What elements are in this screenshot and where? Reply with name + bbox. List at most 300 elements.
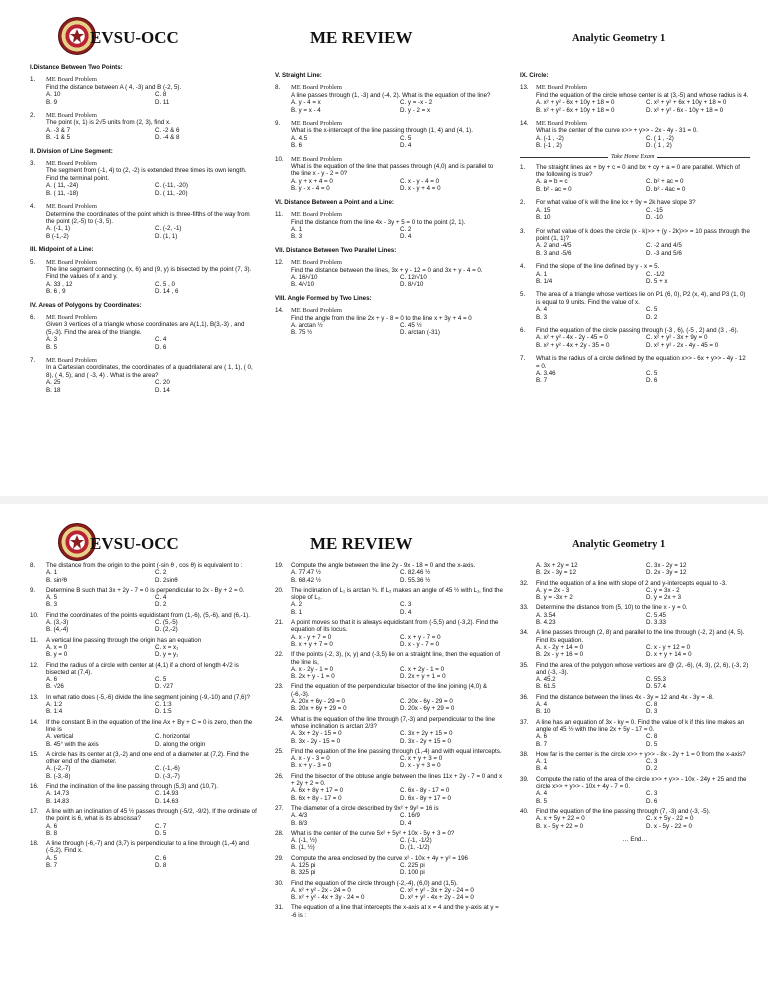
question-number: 14. xyxy=(520,120,529,128)
question-number: 16. xyxy=(30,783,39,791)
answer-choice: D. 2 xyxy=(646,313,658,321)
answer-choice: A. 15 xyxy=(536,206,551,214)
answer-choice: D. x + y + 14 = 0 xyxy=(646,651,692,659)
answer-choices xyxy=(46,281,258,296)
answer-choice: B. 20x + 6y + 29 = 0 xyxy=(291,705,347,713)
answer-choice: B. x² + y² - 4x + 3y - 24 = 0 xyxy=(291,894,365,902)
question xyxy=(520,164,750,194)
answer-choice: D. y = y₁ xyxy=(155,651,179,659)
answer-choice: C. -15 xyxy=(646,206,663,214)
question xyxy=(275,748,503,770)
question xyxy=(520,291,750,321)
answer-choice: A. (-1 , -2) xyxy=(536,134,564,142)
answer-choice: A. 10 xyxy=(46,91,61,99)
question-number: 29. xyxy=(275,854,284,862)
answer-choice: B. 6x + 8y - 17 = 0 xyxy=(291,794,342,802)
answer-choice: D. x - y + 4 = 0 xyxy=(400,185,441,193)
answer-choice: C. (5,-5) xyxy=(155,619,178,627)
question-number: 1. xyxy=(520,163,526,171)
question-number: 15. xyxy=(30,750,39,758)
question-stem: If the constant B in the equation of the line Ax + By + C = 0 is zero, then the line is xyxy=(46,718,253,733)
answer-choices xyxy=(536,644,750,659)
answer-choice: D. 4 xyxy=(400,608,412,616)
answer-choice: C. x + y - 7 = 0 xyxy=(400,633,441,641)
answer-choice: D. (2,-2) xyxy=(155,626,178,634)
page-header xyxy=(0,0,768,58)
board-problem-tag: ME Board Problem xyxy=(291,259,342,267)
answer-choice: A. x² + y² - 2x - 24 = 0 xyxy=(291,886,351,894)
answer-choice: B (-1,-2) xyxy=(46,232,69,240)
answer-choice: D. arctan (-31) xyxy=(400,329,440,337)
answer-choice: D. (-3,-7) xyxy=(155,772,180,780)
question-stem: Find the equation of the circle through (-2,-4), (6,0) and (1,5). xyxy=(291,879,458,887)
answer-choice: C. 5 xyxy=(646,306,658,314)
answer-choice: C. 20 xyxy=(155,379,170,387)
question-number: 14. xyxy=(30,718,39,726)
answer-choice: D. 2 xyxy=(646,765,658,773)
answer-choices xyxy=(46,594,258,609)
answer-choice: A. 25 xyxy=(46,379,61,387)
answer-choice: D. 6 xyxy=(155,343,167,351)
question-stem: Determine B such that 3x + 2y - 7 = 0 is perpendicular to 2x - By + 2 = 0. xyxy=(46,586,245,594)
answer-choice: C. 8 xyxy=(646,733,658,741)
question-number: 11. xyxy=(30,636,39,644)
answer-choices xyxy=(536,242,750,257)
answer-choice: B. 1 xyxy=(291,608,303,616)
answer-choice: B. 6 xyxy=(291,142,303,150)
answer-choice: A. 3.54 xyxy=(536,611,556,619)
question-number: 5. xyxy=(520,291,526,299)
question xyxy=(275,880,503,902)
board-problem-tag: ME Board Problem xyxy=(291,155,342,163)
section-heading: IV. Areas of Polygons by Coordinates: xyxy=(30,301,142,309)
question xyxy=(520,355,750,385)
answer-choice: B. 3x - 2y - 15 = 0 xyxy=(291,737,341,745)
question-stem: If the points (-2, 3), (x, y) and (-3,5) lie on a straight line, then the equation of the line is, xyxy=(291,651,501,666)
question-stem: A line passes through (1, -3) and (-4, 2). What is the equation of the line? xyxy=(291,91,491,99)
question-stem: The diameter of a circle described by 9x² + 9y² = 16 is xyxy=(291,804,439,812)
answer-choice: A. 4 xyxy=(536,306,548,314)
page-title: ME REVIEW xyxy=(310,28,413,47)
question-number: 10. xyxy=(275,155,284,163)
end-marker: … End… xyxy=(622,835,648,843)
question xyxy=(30,562,258,584)
answer-choice: D. x² + y² - 2x - 4y - 45 = 0 xyxy=(646,341,719,349)
question-stem: Find the distance from the line 4x - 3y + 5 = 0 to the point (2, 1). xyxy=(291,218,466,226)
answer-choice: C. x + y + 3 = 0 xyxy=(400,755,443,763)
answer-choice: C. x² + y² - 3x + 9y = 0 xyxy=(646,334,708,342)
answer-choice: D. x - y + 3 = 0 xyxy=(400,762,441,770)
answer-choice: B. x² + y² - 4x + 2y - 35 = 0 xyxy=(536,341,610,349)
question-number: 14. xyxy=(275,307,284,315)
answer-choice: D. ( 11, -20) xyxy=(155,189,188,197)
answer-choice: A. 4 xyxy=(536,790,548,798)
answer-choices xyxy=(46,336,258,351)
answer-choice: A. (-1, ½) xyxy=(291,837,317,845)
answer-choice: B. 5 xyxy=(46,343,58,351)
answer-choice: A. 4.5 xyxy=(291,134,308,142)
answer-choice: C. 16/9 xyxy=(400,812,420,820)
answer-choice: C. 14.93 xyxy=(155,790,179,798)
question xyxy=(30,314,258,351)
answer-choices xyxy=(536,99,750,114)
answer-choice: A. 33 , 12 xyxy=(46,280,73,288)
answer-choice: C. y = -x - 2 xyxy=(400,99,433,107)
answer-choice: C. x - y - 4 = 0 xyxy=(400,177,440,185)
answer-choice: D. 14.63 xyxy=(155,797,179,805)
question xyxy=(275,307,503,337)
answer-choice: C. 1:3 xyxy=(155,701,172,709)
answer-choice: B. 3 and -5/6 xyxy=(536,249,572,257)
answer-choice: D. 2sinθ xyxy=(155,576,178,584)
answer-choice: B. 75 ½ xyxy=(291,329,313,337)
answer-choice: C. 5.45 xyxy=(646,611,666,619)
question-stem: Find the distance between the lines, 3x + y - 12 = 0 and 3x + y - 4 = 0. xyxy=(291,266,483,274)
question-number: 11. xyxy=(275,211,284,219)
question-stem: Determine the coordinates of the point which is three-fifths of the way from the point (2,-5) to (-3, 5). xyxy=(46,210,250,225)
answer-choice: B. 3 xyxy=(46,601,58,609)
answer-choice: C. x² + y² - 3x + 2y - 24 = 0 xyxy=(400,886,474,894)
answer-choice: B. 7 xyxy=(536,377,548,385)
review-page-1 xyxy=(0,0,768,495)
question-number: 34. xyxy=(520,629,529,637)
answer-choices xyxy=(291,601,503,616)
question xyxy=(275,904,503,919)
answer-choice: D. b² - 4ac = 0 xyxy=(646,185,686,193)
answer-choice: C. 3 xyxy=(400,601,412,609)
board-problem-tag: ME Board Problem xyxy=(291,84,342,92)
answer-choices xyxy=(536,562,750,577)
question xyxy=(520,120,750,150)
answer-choices xyxy=(536,790,750,805)
answer-choice: A. x + 5y + 22 = 0 xyxy=(536,815,585,823)
answer-choices xyxy=(46,733,258,748)
answer-choices xyxy=(291,837,503,852)
answer-choice: A. arctan ½ xyxy=(291,321,323,329)
answer-choices xyxy=(536,587,750,602)
answer-choice: A. y = 2x - 3 xyxy=(536,586,570,594)
question-stem: Find the slope of the line defined by y - x = 5. xyxy=(536,263,660,271)
question xyxy=(275,259,503,289)
answer-choices xyxy=(46,676,258,691)
answer-choice: A. 16/√10 xyxy=(291,273,318,281)
answer-choice: B. ( 11, -18) xyxy=(46,189,79,197)
answer-choice: C. 8 xyxy=(155,91,167,99)
question xyxy=(30,612,258,634)
answer-choice: A. 3x + 2y - 15 = 0 xyxy=(291,730,342,738)
board-problem-tag: ME Board Problem xyxy=(536,84,587,92)
question-number: 4. xyxy=(30,203,36,211)
answer-choice: A. 14.73 xyxy=(46,790,70,798)
answer-choice: A. -3 & 7 xyxy=(46,126,71,134)
answer-choice: C. 8 xyxy=(646,701,658,709)
question xyxy=(30,259,258,296)
answer-choice: C. (-11, -20) xyxy=(155,182,188,190)
answer-choice: A. 77.47 ½ xyxy=(291,569,321,577)
question xyxy=(520,562,750,577)
section-heading: VIII. Angle Formed by Two Lines: xyxy=(275,294,372,302)
answer-choice: D. 6 xyxy=(646,377,658,385)
answer-choice: C. x + 5y - 22 = 0 xyxy=(646,815,694,823)
answer-choice: B. 10 xyxy=(536,214,551,222)
question-number: 8. xyxy=(30,562,36,569)
answer-choice: A. (-1, 1) xyxy=(46,225,71,233)
question xyxy=(275,84,503,114)
answer-choice: B. 5 xyxy=(536,797,548,805)
question-stem: Find the inclination of the line passing through (5,3) and (10,7). xyxy=(46,783,218,791)
question-number: 4. xyxy=(520,263,526,271)
board-problem-tag: ME Board Problem xyxy=(291,307,342,315)
answer-choice: D. 2x + y + 1 = 0 xyxy=(400,673,446,681)
answer-choice: C. x - y + 12 = 0 xyxy=(646,643,691,651)
answer-choice: D. 3 xyxy=(646,708,658,716)
review-page-2 xyxy=(0,506,768,1006)
answer-choice: B. 2x - 3y = 12 xyxy=(536,569,577,577)
board-problem-tag: ME Board Problem xyxy=(46,313,97,321)
answer-choice: A. 3.46 xyxy=(536,370,556,377)
answer-choices xyxy=(291,274,503,289)
column-1 xyxy=(30,562,258,872)
question-stem: A line passes through (2, 8) and parallel to the line through (-2, 2) and (4, 5). Find its equation. xyxy=(536,629,745,644)
answer-choices xyxy=(536,758,750,773)
section-heading: VI. Distance Between a Point and a Line: xyxy=(275,198,394,206)
answer-choice: B. b² - ac = 0 xyxy=(536,185,572,193)
answer-choice: C. ( 1 , -2) xyxy=(646,134,674,142)
answer-choice: D. y = 2x + 3 xyxy=(646,594,682,602)
answer-choice: A. 1 xyxy=(46,569,58,577)
answer-choice: B. 18 xyxy=(46,386,61,394)
answer-choice: A. 45.2 xyxy=(536,676,556,684)
question-number: 40. xyxy=(520,807,529,815)
answer-choice: D. x - y - 7 = 0 xyxy=(400,640,440,648)
answer-choice: C. -1/2 xyxy=(646,270,665,278)
answer-choice: A. x = 0 xyxy=(46,643,68,651)
question-number: 9. xyxy=(275,120,281,128)
question-number: 37. xyxy=(520,718,529,726)
answer-choice: C. 6 xyxy=(155,854,167,862)
answer-choices xyxy=(291,755,503,770)
answer-choice: B. x + y - 3 = 0 xyxy=(291,762,332,770)
question-stem: Find the equation of the line passing through (1,-4) and with equal intercepts. xyxy=(291,747,502,755)
question xyxy=(275,805,503,827)
answer-choice: D. 8 xyxy=(155,861,167,869)
answer-choice: C. 3 xyxy=(646,758,658,766)
answer-choice: A. 6 xyxy=(536,733,548,741)
answer-choice: C. y = 3x - 2 xyxy=(646,586,680,594)
question xyxy=(275,651,503,680)
answer-choice: B. 4/√10 xyxy=(291,281,315,289)
question-number: 18. xyxy=(30,840,39,848)
question-number: 3. xyxy=(30,160,36,168)
question-stem: Find the area of the polygon whose vertices are @ (2, -6), (4, 3), (2, 6), (-3, 2) and (-3, -3). xyxy=(536,661,749,676)
answer-choices xyxy=(536,701,750,716)
answer-choice: C. 3x + 2y + 15 = 0 xyxy=(400,730,453,738)
question xyxy=(520,228,750,258)
question-number: 2. xyxy=(520,199,526,207)
question-stem: A circle has its center at (3,-2) and one end of a diameter at (7,2). Find the other end of the diameter. xyxy=(46,750,249,766)
question xyxy=(30,783,258,805)
question xyxy=(275,716,503,745)
question-stem: Compute the area enclosed by the curve x² - 10x + 4y + y² = 196 xyxy=(291,854,468,862)
answer-choices xyxy=(536,612,750,627)
answer-choices xyxy=(291,569,503,584)
question xyxy=(30,637,258,659)
question-number: 30. xyxy=(275,879,284,887)
answer-choice: C. 5 , 0 xyxy=(155,280,175,288)
answer-choice: D. 8/√10 xyxy=(400,281,424,289)
answer-choice: A. 2 xyxy=(291,601,303,609)
question xyxy=(520,263,750,285)
question-stem: The inclination of L₁ is arctan ¾. If L₂ makes an angle of 45 ½ with L₁, find the slope of L₂. xyxy=(291,586,503,602)
page-header xyxy=(0,506,768,564)
answer-choice: B. x - 5y + 22 = 0 xyxy=(536,822,584,830)
board-problem-tag: ME Board Problem xyxy=(46,258,97,266)
answer-choice: D. 4 xyxy=(400,142,412,150)
answer-choice: C. (-1, -1/2) xyxy=(400,837,432,845)
question-stem: Find the equation of the circle passing through (-3 , 6), (-5 , 2) and (3 , -6). xyxy=(536,326,739,334)
question-number: 20. xyxy=(275,586,284,594)
answer-choice: B. -1 & 5 xyxy=(46,134,71,142)
answer-choice: A. 2 and -4/5 xyxy=(536,242,572,250)
answer-choices xyxy=(291,887,503,902)
answer-choice: D. 5 + x xyxy=(646,277,668,285)
question xyxy=(520,719,750,748)
question-number: 3. xyxy=(520,227,526,235)
question xyxy=(520,694,750,716)
answer-choice: B. (4,-4) xyxy=(46,626,69,634)
answer-choice: D. -4 & 8 xyxy=(155,134,180,142)
answer-choice: B. 3 xyxy=(291,233,303,241)
question-number: 38. xyxy=(520,750,529,758)
take-home-label: Take Home Exam xyxy=(608,153,657,160)
question-stem: The distance from the origin to the point (-sin θ , cos θ) is equivalent to : xyxy=(46,562,243,569)
answer-choice: C. 12/√10 xyxy=(400,273,427,281)
question-stem: What is the equation of the line through (7,-3) and perpendicular to the line whose inclination is arctan 2/3? xyxy=(291,715,495,730)
question-number: 12. xyxy=(275,259,284,267)
answer-choice: D. -10 xyxy=(646,214,663,222)
answer-choice: A. x - 2y + 14 = 0 xyxy=(536,643,584,651)
question-stem: Find the angle from the line 2x + y - 8 = 0 to the line x + 3y + 4 = 0 xyxy=(291,314,472,322)
answer-choice: D. ( 1 , 2) xyxy=(646,142,672,150)
answer-choice: C. 4 xyxy=(155,336,167,344)
answer-choice: D. 3x - 2y + 15 = 0 xyxy=(400,737,451,745)
answer-choice: D. y - 2 = x xyxy=(400,106,431,114)
answer-choice: D. 14 xyxy=(155,386,170,394)
answer-choice: A. y - 4 = x xyxy=(291,99,321,107)
question-number: 32. xyxy=(520,579,529,587)
answer-choice: D. 14 , 6 xyxy=(155,288,179,296)
answer-choice: D. 20x - 6y + 29 = 0 xyxy=(400,705,455,713)
question xyxy=(30,751,258,780)
question-stem: Find the coordinates of the points equidistant from (1,-6), (5,-6), and (6,-1). xyxy=(46,611,250,619)
question xyxy=(520,629,750,658)
question xyxy=(30,203,258,240)
question-stem: A line with an inclination of 45 ½ passes through (-5/2, -9/2). If the ordinate of the point is 6, what is its abscissa? xyxy=(46,807,257,823)
subject-title: Analytic Geometry 1 xyxy=(572,539,666,550)
answer-choice: D. along the origin xyxy=(155,740,206,748)
question-stem: Determine the distance from (5, 10) to the line x - y = 0. xyxy=(536,604,688,612)
question xyxy=(275,619,503,648)
answer-choice: C. 5 xyxy=(400,134,412,142)
question-stem: Given 3 vertices of a triangle whose coordinates are A(1,1), B(3,-3) , and (5,-3). Find the area of the triangle. xyxy=(46,321,245,336)
answer-choices xyxy=(291,322,503,337)
answer-choices xyxy=(536,271,750,286)
answer-choice: C. (-2, -1) xyxy=(155,225,182,233)
answer-choice: A. 6x + 8y + 17 = 0 xyxy=(291,787,344,795)
answer-choice: D. 100 pi xyxy=(400,869,425,877)
question-stem: For what value of k will the line kx + 9y = 2k have slope 3? xyxy=(536,199,696,207)
question-stem: The segment from (-1, 4) to (2, -2) is extended three times its own length. Find the terminal point. xyxy=(46,167,247,182)
answer-choice: B. 68.42 ½ xyxy=(291,576,321,584)
answer-choices xyxy=(291,666,503,681)
answer-choice: C. 4 xyxy=(155,594,167,602)
answer-choice: B. 4.23 xyxy=(536,619,556,627)
question xyxy=(520,604,750,626)
answer-choice: C. 5 xyxy=(155,676,167,684)
question-stem: Find the distance between the lines 4x - 3y = 12 and 4x - 3y = -8. xyxy=(536,693,714,701)
answer-choice: D. 6 xyxy=(646,797,658,805)
question xyxy=(275,211,503,241)
question-number: 12. xyxy=(30,661,39,669)
answer-choices xyxy=(291,634,503,649)
answer-choice: C. -2 and 4/5 xyxy=(646,242,682,250)
answer-choice: B. sin²θ xyxy=(46,576,67,584)
question-stem: In a Cartesian coordinates, the coordinates of a quadrilateral are ( 1, 1), ( 0, 8), ( 4, 5), and ( -3, 4) . What is the area? xyxy=(46,364,253,379)
answer-choice: A. vertical xyxy=(46,733,74,741)
question-number: 24. xyxy=(275,715,284,723)
question-stem: For what value of k does the circle (x - k)>> + (y - 2k)>> = 10 pass through the point (1, 1)? xyxy=(536,227,750,242)
question xyxy=(30,694,258,716)
answer-choice: D. 3.33 xyxy=(646,619,666,627)
answer-choices xyxy=(536,815,750,830)
page-title: ME REVIEW xyxy=(310,534,413,553)
answer-choice: B. 8 xyxy=(46,829,58,837)
answer-choice: D. x - 5y - 22 = 0 xyxy=(646,822,692,830)
answer-choice: A. 6 xyxy=(46,676,58,684)
question-number: 8. xyxy=(275,84,281,92)
question-number: 35. xyxy=(520,661,529,669)
answer-choice: D. 5 xyxy=(155,829,167,837)
question xyxy=(275,120,503,150)
section-heading: III. Midpoint of a Line: xyxy=(30,246,94,254)
question-number: 13. xyxy=(520,84,529,92)
answer-choice: C. 55.3 xyxy=(646,676,666,684)
answer-choices xyxy=(536,207,750,222)
board-problem-tag: ME Board Problem xyxy=(291,120,342,128)
question-number: 10. xyxy=(30,611,39,619)
board-problem-tag: ME Board Problem xyxy=(291,211,342,219)
answer-choices xyxy=(536,676,750,691)
answer-choice: D. 6x - 8y + 17 = 0 xyxy=(400,794,451,802)
answer-choices xyxy=(46,182,258,197)
answer-choice: B. 45° with the axis xyxy=(46,740,99,748)
page-separator xyxy=(0,496,768,504)
answer-choice: B. (1, ½) xyxy=(291,844,315,852)
school-name: EVSU-OCC xyxy=(90,28,179,47)
question xyxy=(520,751,750,773)
answer-choice: D. -3 and 5/6 xyxy=(646,249,682,257)
question-stem: What is the radius of a circle defined by the equation x>> - 6x + y>> - 4y - 12 = 0. xyxy=(536,355,746,370)
subject-title: Analytic Geometry 1 xyxy=(572,33,666,44)
answer-choices xyxy=(291,135,503,150)
answer-choice: A. x² + y² - 4x - 2y - 45 = 0 xyxy=(536,334,608,342)
question-stem: In what ratio does (-5,-6) divide the line segment joining (-9,-10) and (7,6)? xyxy=(46,693,250,701)
column-2 xyxy=(275,562,503,922)
answer-choice: C. -2 & 6 xyxy=(155,126,180,134)
answer-choice: D. x² + y² - 6x - 10y + 18 = 0 xyxy=(646,106,724,114)
answer-choice: B. 6 , 9 xyxy=(46,288,66,296)
question xyxy=(275,855,503,877)
